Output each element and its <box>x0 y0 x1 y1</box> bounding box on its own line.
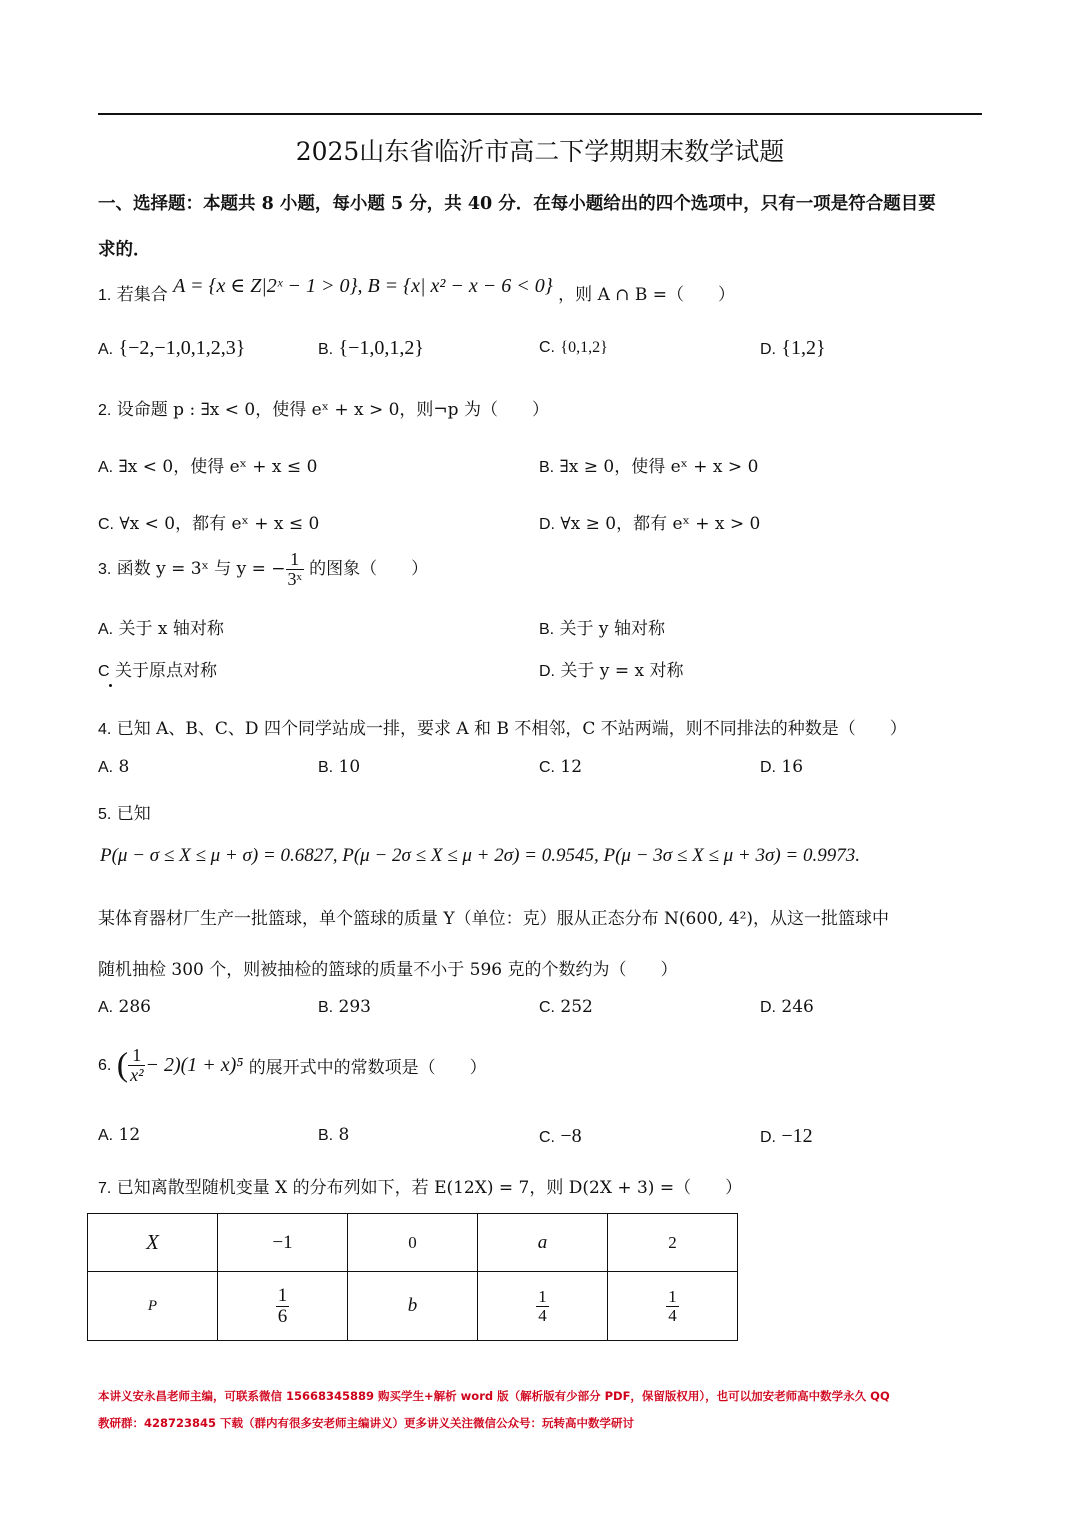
q4-option-d-text: 16 <box>781 757 804 777</box>
question-7-stem: 已知离散型随机变量 X 的分布列如下，若 E(12X) = 7，则 D(2X + 3) =（ ） <box>116 1178 743 1198</box>
q2-option-d-label: D. <box>539 516 555 533</box>
question-3-number: 3. <box>98 560 112 578</box>
question-5 <box>98 799 151 824</box>
question-2-stem: 设命题 p : ∃x < 0，使得 eˣ + x > 0，则¬p 为（ ） <box>116 400 549 420</box>
q4-option-d-label: D. <box>760 759 776 776</box>
q6-option-b-text: 8 <box>338 1125 350 1145</box>
table-frac-num: 1 <box>668 1286 677 1306</box>
question-6 <box>98 1046 487 1085</box>
q4-option-b-label: B. <box>318 759 334 776</box>
table-frac-num: 1 <box>277 1284 288 1306</box>
table-frac-den: 4 <box>538 1305 547 1325</box>
q4-option-c-text: 12 <box>560 757 583 777</box>
q5-option-a-label: A. <box>98 999 114 1016</box>
q2-option-c-text: ∀x < 0，都有 eˣ + x ≤ 0 <box>119 514 320 534</box>
question-5-line3: 随机抽检 300 个，则被抽检的篮球的质量不小于 596 克的个数约为（ ） <box>98 960 678 980</box>
question-6-lparen: ( <box>116 1046 129 1084</box>
section-heading-cont: 求的． <box>98 240 151 260</box>
q2-option-b-label: B. <box>539 459 555 476</box>
question-4-stem: 已知 A、B、C、D 四个同学站成一排，要求 A 和 B 不相邻，C 不站两端，则不同排法的种数是（ ） <box>116 719 907 739</box>
q5-option-c[interactable] <box>539 997 593 1017</box>
table-frac-den: 6 <box>277 1305 288 1327</box>
q3-option-c[interactable] <box>98 656 217 681</box>
q1-option-d-label: D. <box>760 341 776 358</box>
q1-option-a[interactable] <box>98 337 245 360</box>
question-1-post: ，则 A ∩ B =（ ） <box>558 285 736 305</box>
footer-line-1: 本讲义安永昌老师主编，可联系微信 15668345889 购买学生+解析 word 版（解析版有少部分 PDF，保留版权用），也可以加安老师高中数学永久 QQ <box>98 1389 890 1403</box>
q3-option-d-text: 关于 y = x 对称 <box>560 661 684 681</box>
q1-option-d[interactable] <box>760 337 826 360</box>
question-4 <box>98 714 907 739</box>
table-cell: X <box>88 1214 218 1272</box>
question-4-number: 4. <box>98 721 112 738</box>
q6-option-a[interactable] <box>98 1125 140 1145</box>
q5-option-c-label: C. <box>539 999 555 1016</box>
footer-line-2: 教研群：428723845 下载（群内有很多安老师主编讲义）更多讲义关注微信公众号：玩转高中数学研讨 <box>98 1416 635 1430</box>
question-6-frac-num: 1 <box>128 1046 145 1066</box>
q6-option-b[interactable] <box>318 1125 349 1145</box>
q5-option-b[interactable] <box>318 997 371 1017</box>
question-3-fraction <box>286 550 304 589</box>
q5-option-d-text: 246 <box>781 997 814 1017</box>
table-cell: −1 <box>218 1214 348 1272</box>
q2-option-a[interactable] <box>98 452 317 477</box>
question-7 <box>98 1173 742 1198</box>
q2-option-d-text: ∀x ≥ 0，都有 eˣ + x > 0 <box>560 514 761 534</box>
q6-option-d[interactable] <box>760 1125 813 1148</box>
question-3-frac-den: 3ˣ <box>287 568 302 589</box>
q5-option-c-text: 252 <box>560 997 593 1017</box>
q5-option-d-label: D. <box>760 999 776 1016</box>
question-6-number: 6. <box>98 1056 112 1074</box>
table-cell: 2 <box>608 1214 738 1272</box>
q1-option-b-label: B. <box>318 341 334 358</box>
question-2-number: 2. <box>98 402 112 419</box>
question-3-post: 的图象（ ） <box>309 558 429 579</box>
q5-option-d[interactable] <box>760 997 814 1017</box>
q6-option-a-label: A. <box>98 1127 114 1144</box>
q1-option-a-text: {−2,−1,0,1,2,3} <box>118 337 246 359</box>
q6-option-c-text: −8 <box>560 1125 582 1147</box>
table-fraction <box>536 1288 549 1325</box>
q2-option-a-text: ∃x < 0，使得 eˣ + x ≤ 0 <box>118 457 318 477</box>
q4-option-a-label: A. <box>98 759 114 776</box>
q2-option-c-label: C. <box>98 516 114 533</box>
table-cell <box>478 1272 608 1341</box>
q4-option-c[interactable] <box>539 757 582 777</box>
q3-option-d[interactable] <box>539 656 683 681</box>
q1-option-a-label: A. <box>98 341 114 358</box>
q5-option-b-text: 293 <box>338 997 371 1017</box>
q6-option-d-text: −12 <box>781 1125 813 1147</box>
question-6-rest: − 2)(1 + x)⁵ <box>145 1053 244 1076</box>
stray-dot <box>109 684 112 687</box>
q3-option-b-label: B. <box>539 621 555 638</box>
q3-option-c-text: 关于原点对称 <box>114 661 217 681</box>
table-row <box>88 1214 738 1272</box>
q1-option-b[interactable] <box>318 337 424 360</box>
question-5-pre: 已知 <box>116 804 151 824</box>
q3-option-a-text: 关于 x 轴对称 <box>118 619 224 639</box>
table-cell <box>608 1272 738 1341</box>
table-fraction <box>666 1288 679 1325</box>
q4-option-a[interactable] <box>98 757 129 777</box>
q1-option-c-label: C. <box>539 339 555 356</box>
table-cell <box>218 1272 348 1341</box>
distribution-table <box>87 1213 738 1341</box>
q6-option-c-label: C. <box>539 1129 555 1146</box>
question-6-post: 的展开式中的常数项是（ ） <box>248 1057 487 1078</box>
q3-option-d-label: D. <box>539 663 555 680</box>
q1-option-b-text: {−1,0,1,2} <box>338 337 425 359</box>
q5-option-a-text: 286 <box>118 997 151 1017</box>
question-1-number: 1. <box>98 287 112 304</box>
q4-option-c-label: C. <box>539 759 555 776</box>
question-1-math: A = {x ∈ Z|2ˣ − 1 > 0}, B = {x| x² − x − 6 < 0} <box>173 275 553 297</box>
q2-option-a-label: A. <box>98 459 114 476</box>
q4-option-a-text: 8 <box>118 757 130 777</box>
question-1-pre: 若集合 <box>116 285 168 305</box>
q6-option-c[interactable] <box>539 1125 582 1148</box>
question-3-frac-num: 1 <box>286 550 304 570</box>
header-rule <box>98 113 982 115</box>
q3-option-a[interactable] <box>98 614 224 639</box>
question-5-number: 5. <box>98 806 112 823</box>
question-7-number: 7. <box>98 1180 112 1197</box>
q2-option-b-text: ∃x ≥ 0，使得 eˣ + x > 0 <box>559 457 759 477</box>
q2-option-b[interactable] <box>539 452 758 477</box>
question-3 <box>98 550 428 589</box>
q2-option-c[interactable] <box>98 509 319 534</box>
q3-option-c-label: C <box>98 663 110 680</box>
q1-option-d-text: {1,2} <box>781 337 826 359</box>
q3-option-b-text: 关于 y 轴对称 <box>559 619 665 639</box>
table-cell: a <box>478 1214 608 1272</box>
table-frac-den: 4 <box>668 1305 677 1325</box>
q5-option-b-label: B. <box>318 999 334 1016</box>
page-title: 2025山东省临沂市高二下学期期末数学试题 <box>295 137 785 166</box>
table-cell: 0 <box>348 1214 478 1272</box>
question-5-formula: P(μ − σ ≤ X ≤ μ + σ) = 0.6827, P(μ − 2σ ≤ X ≤ μ + 2σ) = 0.9545, P(μ − 3σ ≤ X ≤ μ + 3σ) = 0.9973. <box>100 845 860 866</box>
q3-option-a-label: A. <box>98 621 114 638</box>
table-cell: P <box>88 1272 218 1341</box>
q2-option-d[interactable] <box>539 509 760 534</box>
q6-option-d-label: D. <box>760 1129 776 1146</box>
section-heading: 一、选择题：本题共 8 小题，每小题 5 分，共 40 分．在每小题给出的四个选项中，只有一项是符合题目要 <box>98 194 936 214</box>
q1-option-c[interactable] <box>539 337 608 357</box>
q3-option-b[interactable] <box>539 614 665 639</box>
q1-option-c-text: {0,1,2} <box>560 339 608 356</box>
question-6-frac-den: x² <box>130 1064 144 1085</box>
table-row <box>88 1272 738 1341</box>
question-1 <box>98 275 736 306</box>
footer-notice <box>98 1383 988 1437</box>
question-2 <box>98 395 549 420</box>
q6-option-a-text: 12 <box>118 1125 141 1145</box>
table-frac-num: 1 <box>538 1286 547 1306</box>
q4-option-b-text: 10 <box>338 757 361 777</box>
q5-option-a[interactable] <box>98 997 151 1017</box>
q4-option-b[interactable] <box>318 757 360 777</box>
q6-option-b-label: B. <box>318 1127 334 1144</box>
question-6-fraction <box>128 1046 145 1085</box>
question-3-pre: 函数 y = 3ˣ 与 y = − <box>116 558 286 579</box>
question-5-line2: 某体育器材厂生产一批篮球，单个篮球的质量 Y（单位：克）服从正态分布 N(600, 4²)，从这一批篮球中 <box>98 909 890 929</box>
table-cell: b <box>348 1272 478 1341</box>
table-fraction <box>276 1286 290 1327</box>
q4-option-d[interactable] <box>760 757 803 777</box>
